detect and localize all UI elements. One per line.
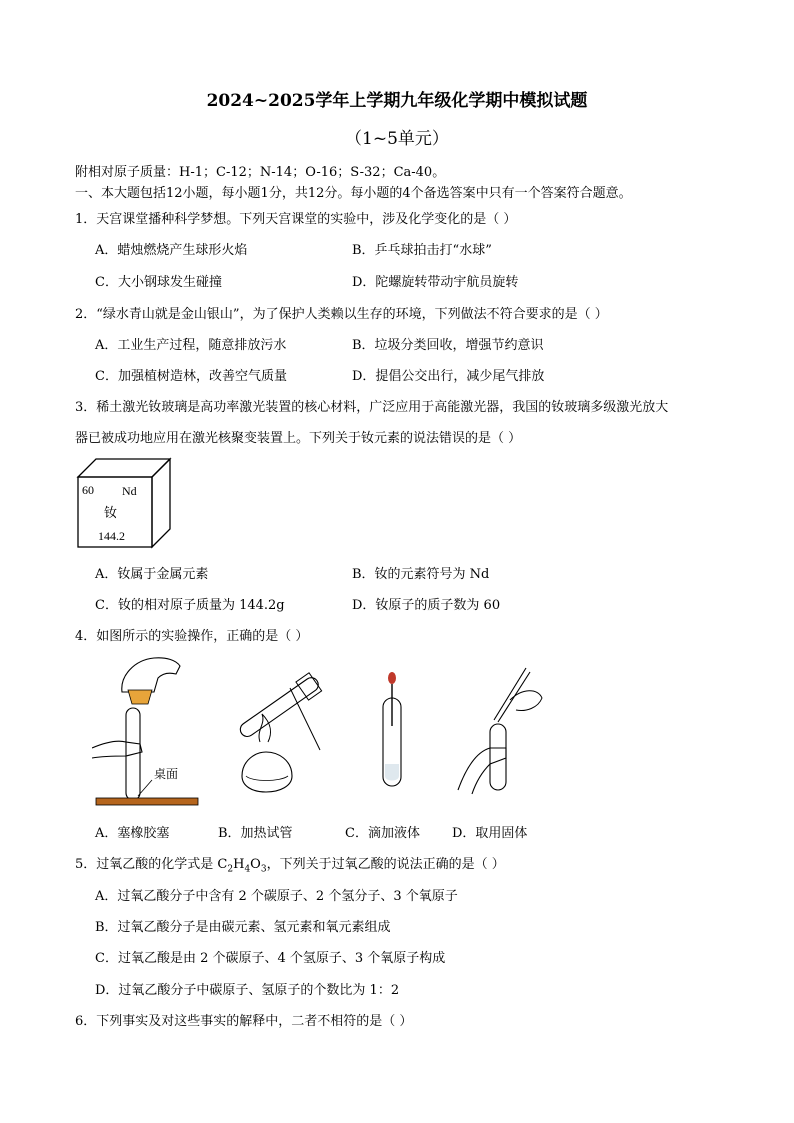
- dropper-bulb-icon: [388, 672, 396, 684]
- alcohol-lamp-icon: [242, 752, 292, 792]
- q1-option-d: D．陀螺旋转带动宇航员旋转: [352, 275, 519, 290]
- q1-stem: 1．天宫课堂播种科学梦想。下列天宫课堂的实验中，涉及化学变化的是（ ）: [75, 212, 517, 227]
- formula-sub-o: 3: [260, 864, 267, 875]
- q3-option-a: A．钕属于金属元素: [95, 567, 209, 582]
- figure-a-insert-stopper: [92, 652, 202, 810]
- q5-option-c: C．过氧乙酸是由 2 个碳原子、4 个氢原子、3 个氧原子构成: [95, 951, 446, 966]
- flame-icon: [259, 714, 270, 742]
- q4-option-a: A．塞橡胶塞: [95, 826, 170, 841]
- q2-stem: 2．“绿水青山就是金山银山”，为了保护人类赖以生存的环境，下列做法不符合要求的是（ ）: [75, 307, 608, 322]
- q1-option-c: C．大小钢球发生碰撞: [95, 275, 222, 290]
- lower-hand-icon: [92, 741, 142, 758]
- q6-stem: 6．下列事实及对这些事实的解释中，二者不相符的是（ ）: [75, 1014, 413, 1029]
- lower-hand-icon: [458, 748, 506, 794]
- q3-option-b: B．钕的元素符号为 Nd: [352, 567, 490, 582]
- cell-symbol: Nd: [122, 484, 137, 498]
- formula-h: H: [233, 857, 245, 872]
- element-cell-figure: [76, 457, 172, 549]
- q2-option-d: D．提倡公交出行，减少尾气排放: [352, 369, 545, 384]
- q3-option-d: D．钕原子的质子数为 60: [352, 598, 501, 613]
- q3-stem-line2: 器已被成功地应用在激光核聚变装置上。下列关于钕元素的说法错误的是（ ）: [75, 431, 522, 446]
- tweezers-icon: [494, 668, 526, 720]
- formula-o: O: [250, 857, 261, 872]
- atomic-masses: 附相对原子质量：H-1；C-12；N-14；O-16；S-32；Ca-40。: [75, 165, 446, 180]
- figure-c-drop-liquid: [374, 668, 410, 792]
- cell-side-face: [152, 459, 170, 547]
- lamp-liquid-line: [246, 776, 288, 781]
- rubber-stopper-icon: [128, 690, 152, 704]
- desk-label: 桌面: [154, 767, 179, 781]
- q3-option-c: C．钕的相对原子质量为 144.2g: [95, 598, 285, 613]
- q2-option-a: A．工业生产过程，随意排放污水: [95, 338, 287, 353]
- cell-atomic-number: 60: [82, 483, 94, 497]
- cell-top-face: [78, 459, 170, 477]
- test-tube-icon: [490, 724, 506, 790]
- q5-stem-suffix: ，下列关于过氧乙酸的说法正确的是（ ）: [266, 857, 505, 872]
- page-title: 2024~2025学年上学期九年级化学期中模拟试题: [206, 91, 588, 111]
- q4-option-c: C．滴加液体: [345, 826, 420, 841]
- q5-option-a: A．过氧乙酸分子中含有 2 个碳原子、2 个氢分子、3 个氧原子: [95, 889, 458, 904]
- page-subtitle: （1~5单元）: [345, 129, 449, 149]
- q1-option-a: A．蜡烛燃烧产生球形火焰: [95, 243, 248, 258]
- q5-option-d: D．过氧乙酸分子中碳原子、氢原子的个数比为 1：2: [95, 983, 400, 998]
- q1-option-b: B．乒乓球拍击打“水球”: [352, 243, 492, 258]
- upper-hand-icon: [122, 658, 180, 692]
- heated-tube-icon: [238, 675, 321, 739]
- upper-hand-icon: [510, 691, 542, 711]
- section-heading: 一、本大题包括12小题，每小题1分，共12分。每小题的4个备选答案中只有一个答案符合题意。: [75, 186, 632, 201]
- formula-sub-c: 2: [227, 864, 234, 875]
- q4-stem: 4．如图所示的实验操作，正确的是（ ）: [75, 629, 309, 644]
- figure-b-heat-test-tube: [222, 664, 334, 804]
- q2-option-b: B．垃圾分类回收，增强节约意识: [352, 338, 544, 353]
- liquid-icon: [385, 764, 399, 781]
- q5-option-b: B．过氧乙酸分子是由碳元素、氢元素和氧元素组成: [95, 920, 391, 935]
- q4-option-d: D．取用固体: [452, 826, 528, 841]
- formula-sub-h: 4: [244, 864, 251, 875]
- q4-option-b: B．加热试管: [218, 826, 293, 841]
- cell-atomic-mass: 144.2: [98, 529, 125, 543]
- q5-stem: [75, 853, 505, 875]
- cell-element-name: 钕: [104, 506, 118, 521]
- q2-option-c: C．加强植树造林，改善空气质量: [95, 369, 287, 384]
- q3-stem-line1: 3．稀土激光钕玻璃是高功率激光装置的核心材料，广泛应用于高能激光器，我国的钕玻璃多级激光放大: [75, 400, 669, 415]
- q5-stem-prefix: 5．过氧乙酸的化学式是 C: [75, 857, 228, 872]
- figure-d-take-solid: [456, 664, 546, 796]
- desk-icon: [96, 798, 198, 805]
